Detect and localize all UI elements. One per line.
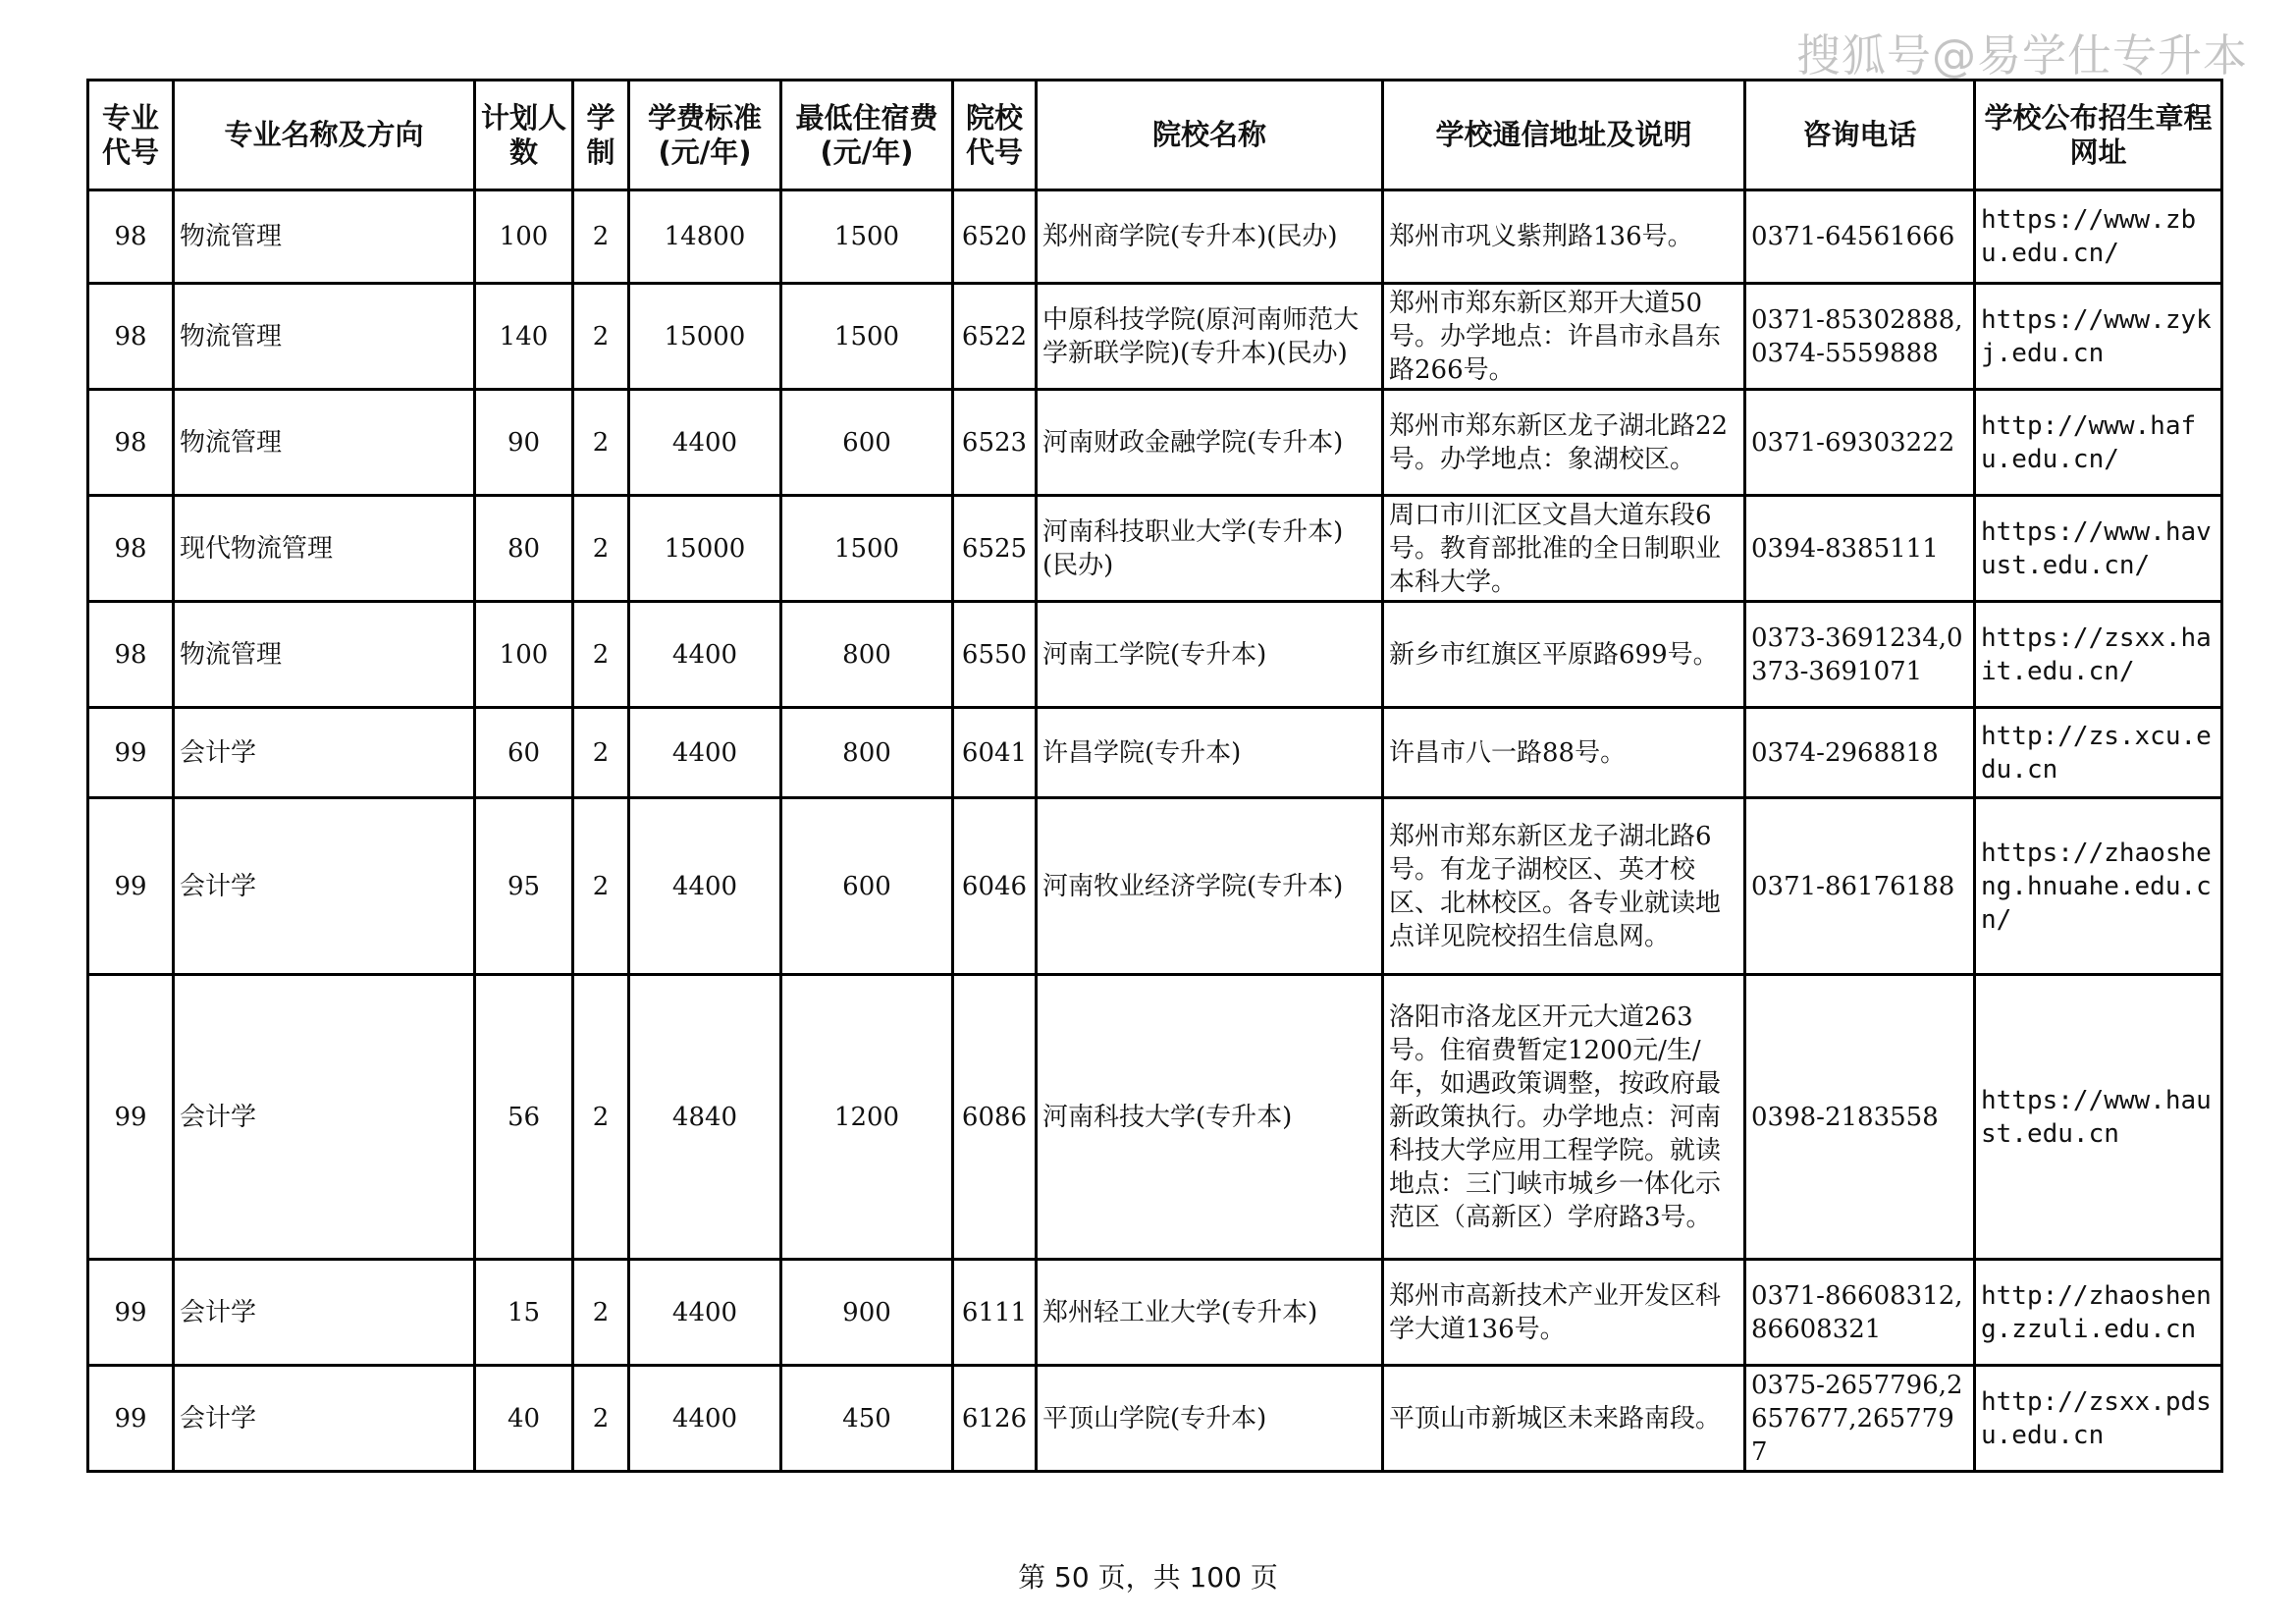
plan-count-cell: 140 <box>475 284 573 390</box>
major-code-cell: 98 <box>88 602 174 708</box>
school-name-cell: 河南科技职业大学(专升本)(民办) <box>1037 496 1383 602</box>
plan-count-cell: 95 <box>475 798 573 975</box>
tuition-cell: 14800 <box>629 190 781 284</box>
website-url-cell: http://zhaosheng.zzuli.edu.cn <box>1975 1260 2222 1366</box>
major-code-cell: 99 <box>88 1366 174 1472</box>
tuition-cell: 15000 <box>629 284 781 390</box>
address-cell: 平顶山市新城区未来路南段。 <box>1383 1366 1745 1472</box>
table-row <box>88 190 2222 284</box>
tuition-cell: 4400 <box>629 1260 781 1366</box>
admission-plan-table <box>86 79 2223 1473</box>
major-name-cell: 物流管理 <box>174 390 475 496</box>
tuition-cell: 4400 <box>629 1366 781 1472</box>
header-row <box>88 81 2222 190</box>
phone-cell: 0398-2183558 <box>1745 975 1975 1260</box>
plan-count-cell: 80 <box>475 496 573 602</box>
website-url-cell: https://zsxx.hait.edu.cn/ <box>1975 602 2222 708</box>
header-major: 专业名称及方向 <box>174 81 475 190</box>
school-name-cell: 许昌学院(专升本) <box>1037 708 1383 798</box>
school-code-cell: 6520 <box>953 190 1037 284</box>
years-cell: 2 <box>573 602 629 708</box>
major-name-cell: 物流管理 <box>174 284 475 390</box>
years-cell: 2 <box>573 1366 629 1472</box>
dorm-fee-cell: 450 <box>781 1366 953 1472</box>
school-code-cell: 6046 <box>953 798 1037 975</box>
plan-count-cell: 15 <box>475 1260 573 1366</box>
dorm-fee-cell: 900 <box>781 1260 953 1366</box>
phone-cell: 0371-86608312,86608321 <box>1745 1260 1975 1366</box>
table-row <box>88 798 2222 975</box>
page-footer: 第 50 页，共 100 页 <box>1018 1561 1278 1594</box>
website-url-cell: http://zs.xcu.edu.cn <box>1975 708 2222 798</box>
header-url: 学校公布招生章程网址 <box>1975 81 2222 190</box>
major-code-cell: 99 <box>88 975 174 1260</box>
major-code-cell: 98 <box>88 496 174 602</box>
watermark: 搜狐号@易学仕专升本 <box>1796 29 2249 81</box>
school-name-cell: 平顶山学院(专升本) <box>1037 1366 1383 1472</box>
major-name-cell: 会计学 <box>174 1366 475 1472</box>
major-name-cell: 物流管理 <box>174 602 475 708</box>
table-row <box>88 1260 2222 1366</box>
years-cell: 2 <box>573 190 629 284</box>
website-url-cell: https://www.havust.edu.cn/ <box>1975 496 2222 602</box>
address-cell: 郑州市郑东新区龙子湖北路22号。办学地点：象湖校区。 <box>1383 390 1745 496</box>
major-name-cell: 会计学 <box>174 708 475 798</box>
school-name-cell: 郑州商学院(专升本)(民办) <box>1037 190 1383 284</box>
major-code-cell: 98 <box>88 284 174 390</box>
phone-cell: 0394-8385111 <box>1745 496 1975 602</box>
plan-count-cell: 56 <box>475 975 573 1260</box>
header-dorm: 最低住宿费(元/年) <box>781 81 953 190</box>
years-cell: 2 <box>573 284 629 390</box>
phone-cell: 0375-2657796,2657677,2657797 <box>1745 1366 1975 1472</box>
major-name-cell: 会计学 <box>174 798 475 975</box>
address-cell: 周口市川汇区文昌大道东段6号。教育部批准的全日制职业本科大学。 <box>1383 496 1745 602</box>
plan-count-cell: 90 <box>475 390 573 496</box>
major-name-cell: 会计学 <box>174 975 475 1260</box>
school-name-cell: 河南科技大学(专升本) <box>1037 975 1383 1260</box>
address-cell: 新乡市红旗区平原路699号。 <box>1383 602 1745 708</box>
table-row <box>88 1366 2222 1472</box>
years-cell: 2 <box>573 708 629 798</box>
years-cell: 2 <box>573 496 629 602</box>
tuition-cell: 15000 <box>629 496 781 602</box>
plan-count-cell: 40 <box>475 1366 573 1472</box>
table-body <box>88 190 2222 1472</box>
school-name-cell: 郑州轻工业大学(专升本) <box>1037 1260 1383 1366</box>
years-cell: 2 <box>573 798 629 975</box>
major-code-cell: 98 <box>88 190 174 284</box>
school-code-cell: 6522 <box>953 284 1037 390</box>
website-url-cell: https://www.zykj.edu.cn <box>1975 284 2222 390</box>
website-url-cell: http://zsxx.pdsu.edu.cn <box>1975 1366 2222 1472</box>
years-cell: 2 <box>573 1260 629 1366</box>
website-url-cell: https://www.haust.edu.cn <box>1975 975 2222 1260</box>
header-school: 院校名称 <box>1037 81 1383 190</box>
table-row <box>88 496 2222 602</box>
plan-count-cell: 60 <box>475 708 573 798</box>
dorm-fee-cell: 800 <box>781 708 953 798</box>
website-url-cell: https://www.zbu.edu.cn/ <box>1975 190 2222 284</box>
major-name-cell: 物流管理 <box>174 190 475 284</box>
website-url-cell: http://www.hafu.edu.cn/ <box>1975 390 2222 496</box>
school-code-cell: 6041 <box>953 708 1037 798</box>
phone-cell: 0371-86176188 <box>1745 798 1975 975</box>
school-code-cell: 6525 <box>953 496 1037 602</box>
tuition-cell: 4400 <box>629 798 781 975</box>
school-code-cell: 6523 <box>953 390 1037 496</box>
header-address: 学校通信地址及说明 <box>1383 81 1745 190</box>
dorm-fee-cell: 1500 <box>781 284 953 390</box>
school-code-cell: 6111 <box>953 1260 1037 1366</box>
plan-count-cell: 100 <box>475 602 573 708</box>
major-name-cell: 现代物流管理 <box>174 496 475 602</box>
major-code-cell: 98 <box>88 390 174 496</box>
dorm-fee-cell: 600 <box>781 390 953 496</box>
dorm-fee-cell: 600 <box>781 798 953 975</box>
table-row <box>88 284 2222 390</box>
phone-cell: 0371-64561666 <box>1745 190 1975 284</box>
phone-cell: 0373-3691234,0373-3691071 <box>1745 602 1975 708</box>
header-phone: 咨询电话 <box>1745 81 1975 190</box>
school-name-cell: 河南工学院(专升本) <box>1037 602 1383 708</box>
website-url-cell: https://zhaosheng.hnuahe.edu.cn/ <box>1975 798 2222 975</box>
header-code: 专业代号 <box>88 81 174 190</box>
address-cell: 许昌市八一路88号。 <box>1383 708 1745 798</box>
tuition-cell: 4400 <box>629 390 781 496</box>
address-cell: 郑州市高新技术产业开发区科学大道136号。 <box>1383 1260 1745 1366</box>
major-name-cell: 会计学 <box>174 1260 475 1366</box>
tuition-cell: 4400 <box>629 602 781 708</box>
plan-count-cell: 100 <box>475 190 573 284</box>
phone-cell: 0371-85302888,0374-5559888 <box>1745 284 1975 390</box>
dorm-fee-cell: 1500 <box>781 190 953 284</box>
table-row <box>88 390 2222 496</box>
header-school-code: 院校代号 <box>953 81 1037 190</box>
years-cell: 2 <box>573 975 629 1260</box>
address-cell: 郑州市郑东新区郑开大道50号。办学地点：许昌市永昌东路266号。 <box>1383 284 1745 390</box>
phone-cell: 0371-69303222 <box>1745 390 1975 496</box>
dorm-fee-cell: 1200 <box>781 975 953 1260</box>
school-name-cell: 河南牧业经济学院(专升本) <box>1037 798 1383 975</box>
table-row <box>88 975 2222 1260</box>
phone-cell: 0374-2968818 <box>1745 708 1975 798</box>
header-tuition: 学费标准(元/年) <box>629 81 781 190</box>
school-name-cell: 河南财政金融学院(专升本) <box>1037 390 1383 496</box>
address-cell: 郑州市郑东新区龙子湖北路6号。有龙子湖校区、英才校区、北林校区。各专业就读地点详见院校招生信息网。 <box>1383 798 1745 975</box>
dorm-fee-cell: 1500 <box>781 496 953 602</box>
header-years: 学制 <box>573 81 629 190</box>
tuition-cell: 4840 <box>629 975 781 1260</box>
school-code-cell: 6086 <box>953 975 1037 1260</box>
school-name-cell: 中原科技学院(原河南师范大学新联学院)(专升本)(民办) <box>1037 284 1383 390</box>
years-cell: 2 <box>573 390 629 496</box>
address-cell: 洛阳市洛龙区开元大道263号。住宿费暂定1200元/生/年，如遇政策调整，按政府最新政策执行。办学地点：河南科技大学应用工程学院。就读地点：三门峡市城乡一体化示范区（高新区）学府路3号。 <box>1383 975 1745 1260</box>
dorm-fee-cell: 800 <box>781 602 953 708</box>
major-code-cell: 99 <box>88 708 174 798</box>
table-row <box>88 708 2222 798</box>
school-code-cell: 6550 <box>953 602 1037 708</box>
address-cell: 郑州市巩义紫荆路136号。 <box>1383 190 1745 284</box>
school-code-cell: 6126 <box>953 1366 1037 1472</box>
header-plan: 计划人数 <box>475 81 573 190</box>
major-code-cell: 99 <box>88 1260 174 1366</box>
tuition-cell: 4400 <box>629 708 781 798</box>
table-row <box>88 602 2222 708</box>
major-code-cell: 99 <box>88 798 174 975</box>
